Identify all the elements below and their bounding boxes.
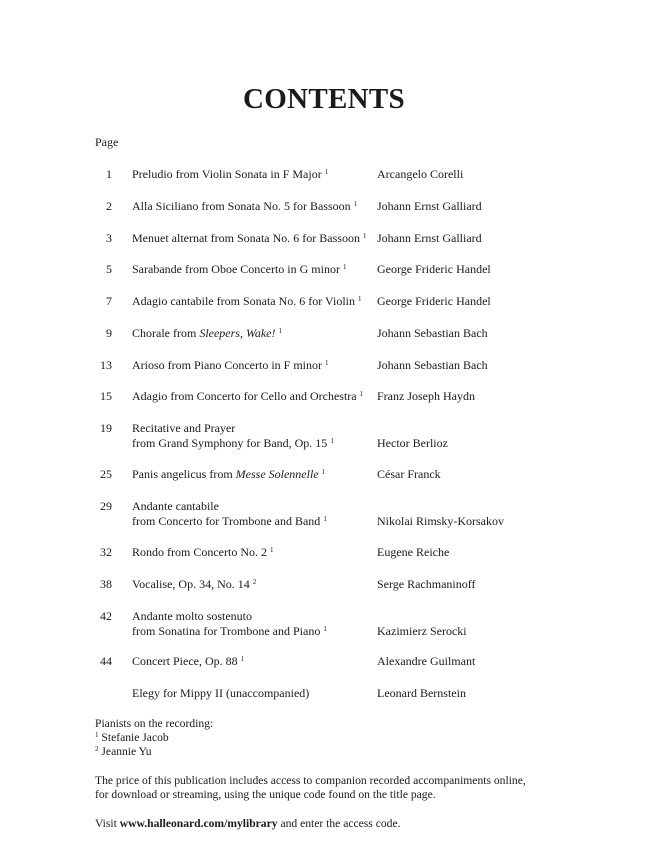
work-title-text: Arioso from Piano Concerto in F minor — [132, 358, 322, 372]
work-title-line — [132, 199, 372, 214]
composer-name: Eugene Reiche — [377, 545, 450, 559]
footnote-marker: 1 — [323, 625, 327, 633]
page-column-heading: Page — [95, 135, 119, 149]
work-title — [132, 545, 372, 560]
work-title-line — [132, 358, 372, 373]
notice-line: The price of this publication includes access to companion recorded accompaniments online, — [95, 774, 526, 787]
work-title-line — [132, 467, 372, 482]
footnote-marker: 1 — [330, 437, 334, 445]
work-title-text: Panis angelicus from — [132, 467, 236, 481]
footnote-marker: 1 — [324, 359, 329, 367]
work-title — [132, 167, 372, 182]
page-number: 3 — [106, 231, 112, 245]
work-title-text: Menuet alternat from Sonata No. 6 for Bassoon — [132, 231, 360, 245]
work-title-text: Alla Siciliano from Sonata No. 5 for Bassoon — [132, 199, 351, 213]
footnote-marker: 1 — [323, 515, 327, 523]
footnote-marker: 1 — [353, 200, 358, 208]
work-title-line — [132, 686, 372, 701]
composer-name: Johann Ernst Galliard — [377, 199, 482, 213]
page-number: 32 — [100, 545, 112, 559]
work-title-line — [132, 624, 372, 639]
visit-line — [95, 816, 401, 831]
work-title-line — [132, 421, 372, 436]
footnote-marker: 1 — [240, 655, 245, 663]
composer-name: Serge Rachmaninoff — [377, 577, 476, 591]
work-title-line — [132, 609, 372, 624]
work-title-text: Andante molto sostenuto — [132, 609, 252, 623]
work-title-text: Preludio from Violin Sonata in F Major — [132, 167, 322, 181]
footnote-marker: 1 — [269, 546, 274, 554]
page-number: 38 — [100, 577, 112, 591]
footnote-marker: 1 — [324, 168, 329, 176]
pianist-item — [95, 730, 169, 745]
work-title-text: Vocalise, Op. 34, No. 14 — [132, 577, 250, 591]
footnote-marker: 1 — [359, 390, 364, 398]
footnote-marker: 1 — [362, 232, 367, 240]
work-title-text: from Sonatina for Trombone and Piano — [132, 624, 321, 638]
composer-name: Johann Sebastian Bach — [377, 358, 488, 372]
page-number: 1 — [106, 167, 112, 181]
work-title-text: Recitative and Prayer — [132, 421, 236, 435]
composer-name: George Frideric Handel — [377, 262, 491, 276]
footnote-marker: 1 — [342, 263, 347, 271]
work-title-line — [132, 167, 372, 182]
work-title-line — [132, 231, 372, 246]
pianist-name: Stefanie Jacob — [101, 731, 169, 744]
visit-prefix: Visit — [95, 817, 120, 830]
footnote-marker: 2 — [95, 745, 99, 753]
composer-name: Johann Sebastian Bach — [377, 326, 488, 340]
composer-name: Nikolai Rimsky-Korsakov — [377, 514, 504, 528]
work-title-text: Andante cantabile — [132, 499, 219, 513]
work-title — [132, 421, 372, 451]
work-title — [132, 499, 372, 529]
work-title-text: from Grand Symphony for Band, Op. 15 — [132, 436, 328, 450]
work-title-text: Adagio cantabile from Sonata No. 6 for Violin — [132, 294, 356, 308]
work-title-line — [132, 545, 372, 560]
work-title-text: Adagio from Concerto for Cello and Orchestra — [132, 389, 357, 403]
work-title — [132, 294, 372, 309]
notice-line: for download or streaming, using the unique code found on the title page. — [95, 788, 436, 801]
page-number: 13 — [100, 358, 112, 372]
page-number: 2 — [106, 199, 112, 213]
page-title: CONTENTS — [243, 83, 405, 115]
footnote-marker: 2 — [252, 578, 257, 586]
work-title — [132, 358, 372, 373]
work-title-text: Chorale from — [132, 326, 200, 340]
work-title-italic: Messe Solennelle — [235, 467, 319, 481]
composer-name: Alexandre Guilmant — [377, 654, 476, 668]
page-number: 42 — [100, 609, 112, 623]
work-title — [132, 199, 372, 214]
page-number: 9 — [106, 326, 112, 340]
work-title-text: Rondo from Concerto No. 2 — [132, 545, 267, 559]
work-title — [132, 686, 372, 701]
work-title-line — [132, 326, 372, 341]
page-number: 25 — [100, 467, 112, 481]
footnote-marker: 1 — [278, 327, 283, 335]
work-title — [132, 389, 372, 404]
footnote-marker: 1 — [95, 731, 99, 739]
work-title-line — [132, 577, 372, 592]
composer-name: Leonard Bernstein — [377, 686, 466, 700]
work-title-text: Elegy for Mippy II (unaccompanied) — [132, 686, 310, 700]
work-title — [132, 231, 372, 246]
page-number: 7 — [106, 294, 112, 308]
pianist-name: Jeannie Yu — [101, 745, 152, 758]
page-number: 5 — [106, 262, 112, 276]
composer-name: Arcangelo Corelli — [377, 167, 464, 181]
work-title-italic: Sleepers, Wake! — [199, 326, 276, 340]
work-title-text: Sarabande from Oboe Concerto in G minor — [132, 262, 340, 276]
composer-name: César Franck — [377, 467, 441, 481]
page-number: 19 — [100, 421, 112, 435]
work-title — [132, 262, 372, 277]
work-title-text: from Concerto for Trombone and Band — [132, 514, 321, 528]
work-title-text: Concert Piece, Op. 88 — [132, 654, 238, 668]
work-title-line — [132, 294, 372, 309]
work-title-line — [132, 654, 372, 669]
visit-suffix: and enter the access code. — [277, 817, 401, 830]
composer-name: George Frideric Handel — [377, 294, 491, 308]
work-title-line — [132, 389, 372, 404]
page-number: 44 — [100, 654, 112, 668]
composer-name: Franz Joseph Haydn — [377, 389, 475, 403]
work-title — [132, 654, 372, 669]
composer-name: Hector Berlioz — [377, 436, 448, 450]
work-title — [132, 577, 372, 592]
work-title-line — [132, 436, 372, 451]
page-number: 15 — [100, 389, 112, 403]
work-title — [132, 467, 372, 482]
composer-name: Johann Ernst Galliard — [377, 231, 482, 245]
work-title-line — [132, 262, 372, 277]
footnote-marker: 1 — [358, 295, 362, 303]
work-title — [132, 609, 372, 639]
composer-name: Kazimierz Serocki — [377, 624, 467, 638]
library-link[interactable]: www.halleonard.com/mylibrary — [119, 817, 278, 830]
work-title-line — [132, 514, 372, 529]
page-number: 29 — [100, 499, 112, 513]
pianist-item — [95, 744, 152, 759]
pianists-heading: Pianists on the recording: — [95, 717, 214, 730]
work-title-line — [132, 499, 372, 514]
footnote-marker: 1 — [321, 468, 326, 476]
work-title — [132, 326, 372, 341]
